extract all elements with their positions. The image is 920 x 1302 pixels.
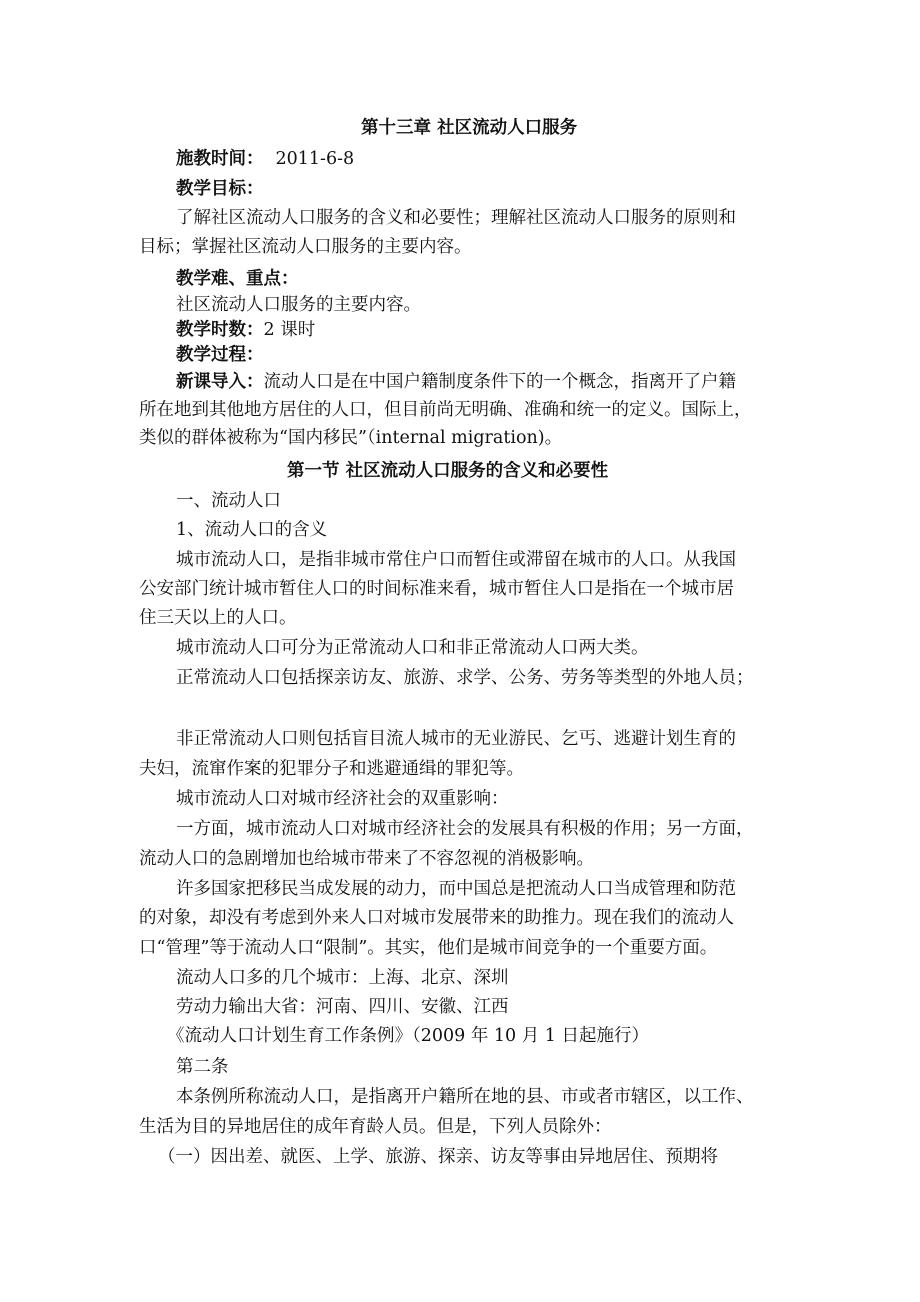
body-line: 城市流动人口对城市经济社会的双重影响：	[176, 789, 509, 809]
intro-label: 新课导入：	[176, 372, 264, 392]
difficulty-label: 教学难、重点：	[176, 269, 299, 289]
body-line: 本条例所称流动人口，是指离开户籍所在地的县、市或者市辖区，以工作、	[176, 1087, 754, 1107]
intro-text: 类似的群体被称为“国内移民”（internal migration)。	[139, 428, 563, 448]
body-line: 一、流动人口	[176, 491, 281, 511]
body-line: 《流动人口计划生育工作条例》（2009 年 10 月 1 日起施行）	[167, 1026, 650, 1046]
teaching-goal-text: 了解社区流动人口服务的含义和必要性；理解社区流动人口服务的原则和	[176, 208, 736, 228]
teaching-time-line	[176, 147, 354, 171]
teaching-time-value: 2011-6-8	[275, 149, 355, 169]
body-line: 1、流动人口的含义	[176, 520, 328, 540]
teaching-goal-text: 目标；掌握社区流动人口服务的主要内容。	[139, 237, 472, 257]
chapter-title: 第十三章 社区流动人口服务	[361, 118, 578, 138]
section-title: 第一节 社区流动人口服务的含义和必要性	[287, 461, 609, 481]
difficulty-text: 社区流动人口服务的主要内容。	[176, 295, 421, 315]
intro-line	[176, 370, 736, 394]
teaching-hours-value: 2 课时	[263, 320, 316, 340]
body-line: 夫妇，流窜作案的犯罪分子和逃避通缉的罪犯等。	[139, 759, 524, 779]
intro-text: 所在地到其他地方居住的人口，但目前尚无明确、准确和统一的定义。国际上，	[139, 400, 752, 420]
body-line: 一方面，城市流动人口对城市经济社会的发展具有积极的作用；另一方面，	[176, 819, 754, 839]
body-line: 口“管理”等于流动人口“限制”。其实，他们是城市间竞争的一个重要方面。	[139, 938, 718, 958]
body-line: 流动人口的急剧增加也给城市带来了不容忽视的消极影响。	[139, 849, 594, 869]
teaching-time-label: 施教时间：	[176, 149, 264, 169]
body-line: 劳动力输出大省：河南、四川、安徽、江西	[176, 997, 509, 1017]
body-line: 非正常流动人口则包括盲目流人城市的无业游民、乞丐、逃避计划生育的	[176, 729, 736, 749]
teaching-hours-line	[176, 318, 315, 342]
teaching-process-label: 教学过程：	[176, 345, 264, 365]
body-line: 公安部门统计城市暂住人口的时间标准来看，城市暂住人口是指在一个城市居	[139, 579, 734, 599]
body-line: 城市流动人口可分为正常流动人口和非正常流动人口两大类。	[176, 638, 649, 658]
teaching-goal-label: 教学目标：	[176, 179, 264, 199]
body-line: 许多国家把移民当成发展的动力，而中国总是把流动人口当成管理和防范	[176, 879, 736, 899]
body-line: 住三天以上的人口。	[139, 608, 297, 628]
body-line: （一）因出差、就医、上学、旅游、探亲、访友等事由异地居住、预期将	[158, 1147, 718, 1167]
body-line: 正常流动人口包括探亲访友、旅游、求学、公务、劳务等类型的外地人员；	[176, 668, 754, 688]
intro-text: 流动人口是在中国户籍制度条件下的一个概念，指离开了户籍	[263, 372, 736, 392]
body-line: 生活为目的异地居住的成年育龄人员。但是，下列人员除外：	[139, 1117, 612, 1137]
teaching-hours-label: 教学时数：	[176, 320, 264, 340]
body-line: 的对象，却没有考虑到外来人口对城市发展带来的助推力。现在我们的流动人	[139, 908, 734, 928]
body-line: 第二条	[176, 1057, 229, 1077]
body-line: 城市流动人口，是指非城市常住户口而暂住或滞留在城市的人口。从我国	[176, 550, 736, 570]
body-line: 流动人口多的几个城市：上海、北京、深圳	[176, 968, 509, 988]
